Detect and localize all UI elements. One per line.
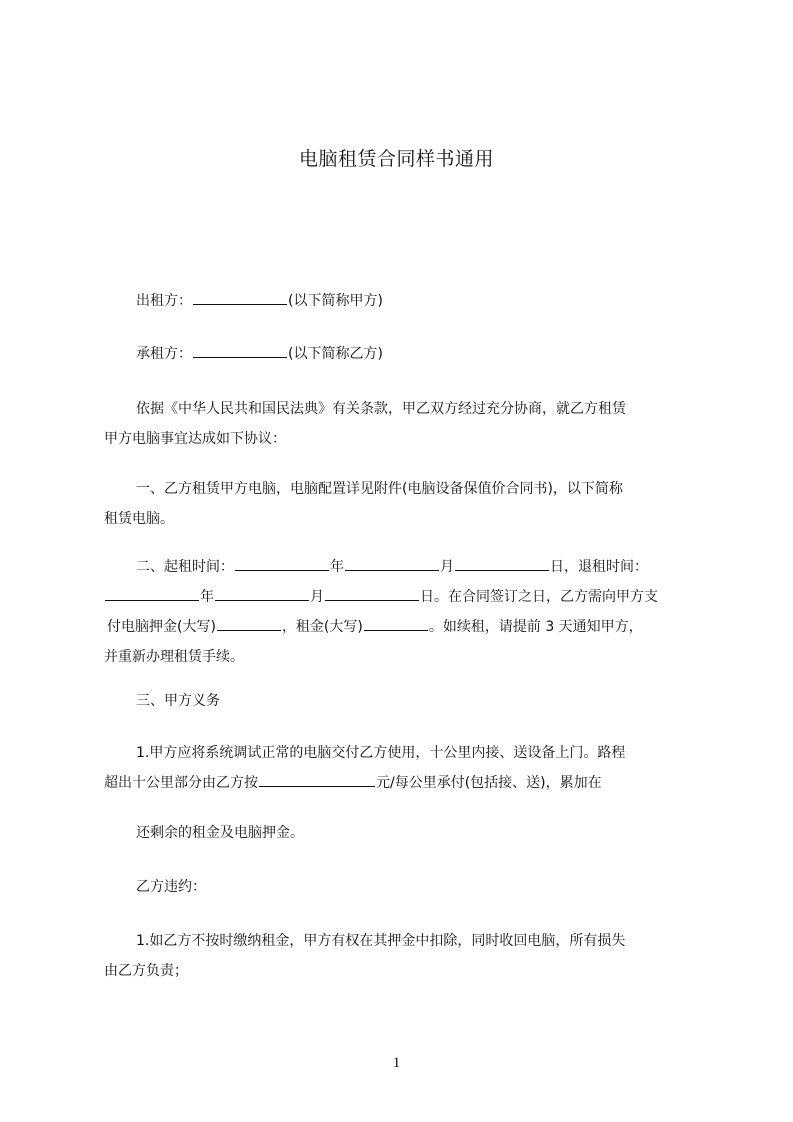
end-month-label: 月 [310,589,324,605]
clause-2-line-3 [104,612,704,642]
preamble [104,394,704,454]
lessor-line [104,286,704,316]
start-day-blank [455,554,549,571]
clause-3-heading: 三、甲方义务 [136,693,220,709]
year-label: 年 [330,559,344,575]
clause-1-line-1: 一、乙方租赁甲方电脑，电脑配置详见附件(电脑设备保值价合同书)，以下简称 [136,481,623,497]
rent-text: ，租金(大写) [281,619,363,635]
breach-item-1-line-2: 由乙方负责； [104,963,188,979]
lessee-label: 承租方： [136,346,192,362]
end-year-blank [105,584,199,601]
distance-fee-blank [259,770,375,787]
clause-2-line-2 [104,582,704,612]
clause-3-item-1-line-2 [104,768,704,798]
clause-2 [104,552,704,672]
lessee-line [104,339,704,369]
day-label: 日，退租时间： [550,559,648,575]
preamble-line-1: 依据《中华人民共和国民法典》有关条款，甲乙双方经过充分协商，就乙方租赁 [136,401,626,417]
end-day-label: 日。在合同签订之日，乙方需向甲方支 [420,589,658,605]
clause-2-line-4: 并重新办理租赁手续。 [104,649,244,665]
clause-2-start: 二、起租时间： [136,559,234,575]
clause-3-item-1-line-1: 1.甲方应将系统调试正常的电脑交付乙方使用，十公里内接、送设备上门。路程 [136,745,626,761]
distance-text: 超出十公里部分由乙方按 [104,775,258,791]
clause-1-line-2: 租赁电脑。 [104,511,174,527]
preamble-line-2: 甲方电脑事宜达成如下协议： [104,431,286,447]
start-year-blank [235,554,329,571]
page-title: 电脑租赁合同样书通用 [298,148,494,170]
lessee-suffix: (以下简称乙方) [288,346,383,362]
lessor-label: 出租方： [136,293,192,309]
lessee-blank [193,341,287,358]
breach-heading: 乙方违约： [136,879,206,895]
lessor-suffix: (以下简称甲方) [288,293,383,309]
clause-2-line-1 [104,552,704,582]
distance-text-end: 元/每公里承付(包括接、送)，累加在 [376,775,602,791]
end-day-blank [325,584,419,601]
end-month-blank [215,584,309,601]
rent-blank [364,614,428,631]
deposit-blank [217,614,281,631]
page-number: 1 [392,1055,401,1071]
remaining-text: 还剩余的租金及电脑押金。 [136,825,304,841]
breach-item-1 [104,926,704,986]
lessor-blank [193,288,287,305]
deposit-text: 付电脑押金(大写) [107,619,216,635]
month-label: 月 [440,559,454,575]
start-month-blank [345,554,439,571]
renew-text: 。如续租，请提前 3 天通知甲方， [428,619,643,635]
clause-1 [104,474,704,534]
breach-item-1-line-1: 1.如乙方不按时缴纳租金，甲方有权在其押金中扣除，同时收回电脑，所有损失 [136,933,626,949]
clause-3-item-1 [104,738,704,798]
end-year-label: 年 [200,589,214,605]
